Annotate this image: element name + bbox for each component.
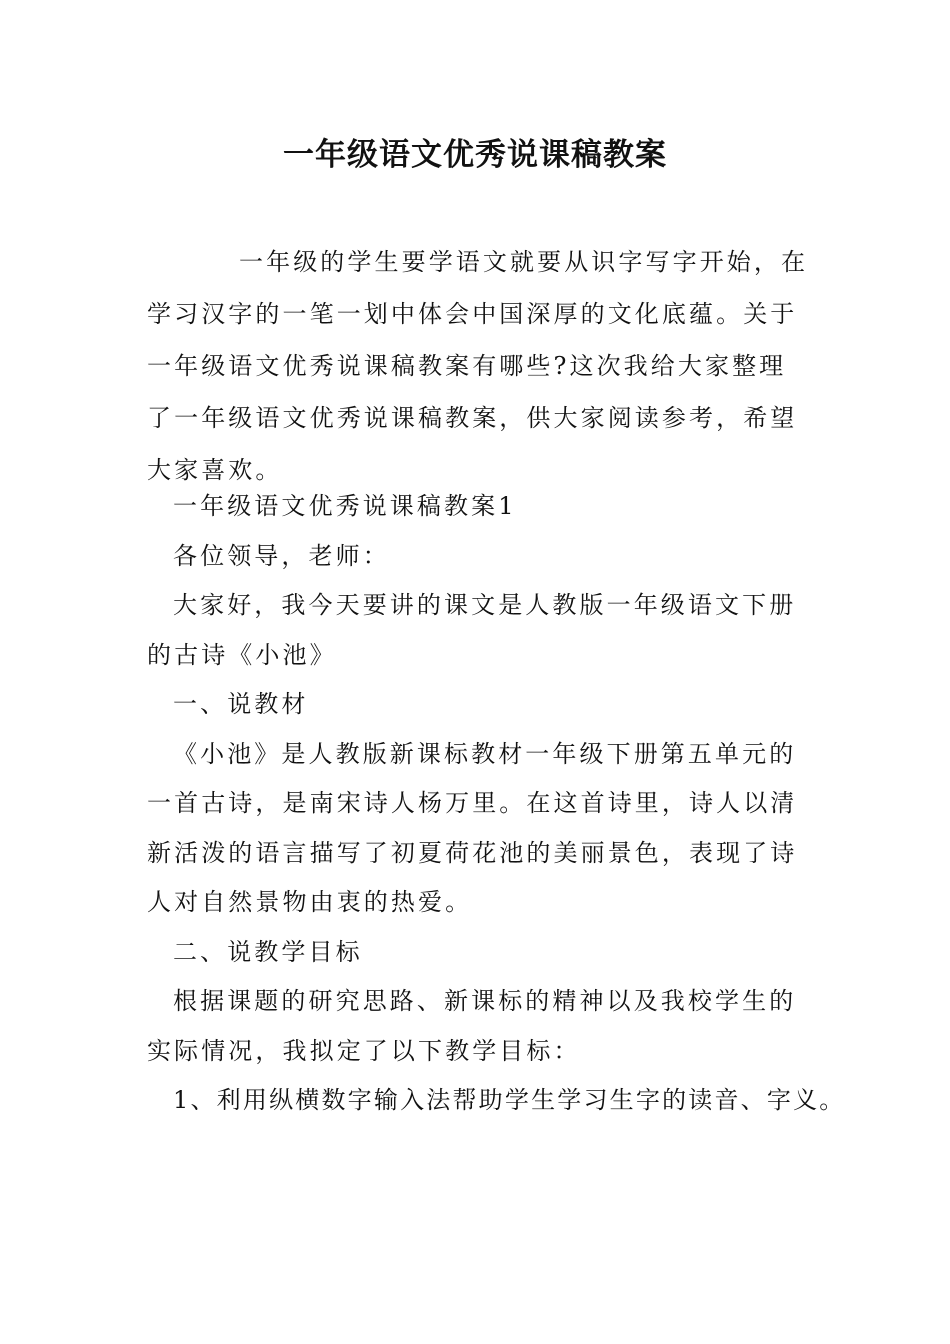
objective-item-1: 1、利用纵横数字输入法帮助学生学习生字的读音、字义。 bbox=[173, 1086, 846, 1114]
section-heading-lesson-1: 一年级语文优秀说课稿教案1 bbox=[173, 492, 517, 520]
document-title: 一年级语文优秀说课稿教案 bbox=[283, 137, 667, 173]
objectives-paragraph: 根据课题的研究思路、新课标的精神以及我校学生的实际情况，我拟定了以下教学目标： bbox=[147, 987, 797, 1065]
greeting-line: 各位领导，老师： bbox=[173, 541, 390, 570]
document-body bbox=[147, 482, 846, 1126]
section-heading-materials: 一、说教材 bbox=[173, 690, 309, 718]
section-heading-objectives: 二、说教学目标 bbox=[173, 937, 363, 966]
opening-paragraph: 大家好，我今天要讲的课文是人教版一年级语文下册的古诗《小池》 bbox=[147, 591, 797, 669]
intro-paragraph: 一年级的学生要学语文就要从识字写字开始，在学习汉字的一笔一划中体会中国深厚的文化底蕴。关于一年级语文优秀说课稿教案有哪些?这次我给大家整理了一年级语文优秀说课稿教案，供大家阅读参考，希望大家喜欢。 bbox=[147, 248, 809, 484]
materials-paragraph: 《小池》是人教版新课标教材一年级下册第五单元的一首古诗，是南宋诗人杨万里。在这首诗里，诗人以清新活泼的语言描写了初夏荷花池的美丽景色，表现了诗人对自然景物由衷的热爱。 bbox=[147, 739, 798, 916]
